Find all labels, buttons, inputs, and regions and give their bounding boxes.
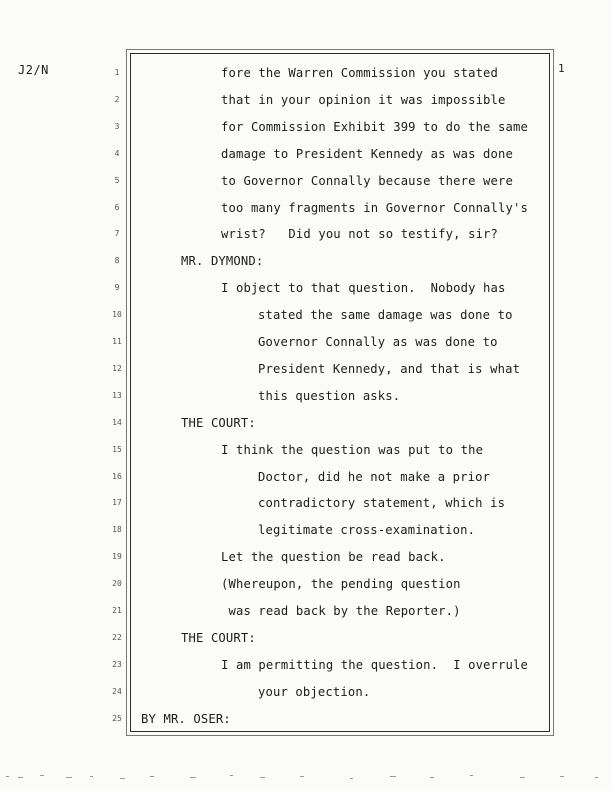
transcript-line: Governor Connally as was done to xyxy=(258,335,498,349)
transcript-line: for Commission Exhibit 399 to do the same xyxy=(221,119,528,134)
line-number: 6 xyxy=(114,202,120,212)
line-number: 11 xyxy=(112,337,122,346)
line-number: 3 xyxy=(114,121,120,131)
line-number: 5 xyxy=(114,175,120,185)
transcript-line: BY MR. OSER: xyxy=(141,711,231,726)
line-number: 4 xyxy=(114,148,120,158)
transcript-line: that in your opinion it was impossible xyxy=(221,92,506,107)
transcript-line: (Whereupon, the pending question xyxy=(221,577,461,592)
line-number: 15 xyxy=(112,444,122,454)
line-number: 21 xyxy=(112,606,122,615)
transcript-line: legitimate cross-examination. xyxy=(258,523,476,538)
transcript-line: damage to President Kennedy as was done xyxy=(221,146,514,161)
transcript-line: too many fragments in Governor Connally's xyxy=(221,200,528,215)
line-number: 22 xyxy=(112,632,122,642)
line-number: 2 xyxy=(114,94,120,104)
line-number: 14 xyxy=(112,417,122,427)
line-number: 17 xyxy=(112,498,122,508)
transcript-line: I think the question was put to the xyxy=(221,442,484,457)
page-id: J2/N xyxy=(18,63,49,77)
line-number: 23 xyxy=(112,659,122,669)
transcript-line: this question asks. xyxy=(258,388,401,403)
scan-noise-strip xyxy=(0,770,612,785)
line-number: 12 xyxy=(112,363,122,373)
line-number: 20 xyxy=(112,579,122,589)
line-number: 25 xyxy=(112,713,122,723)
transcript-line: I object to that question. Nobody has xyxy=(221,281,506,296)
line-number: 16 xyxy=(112,471,122,481)
line-number: 13 xyxy=(112,390,122,400)
line-number: 19 xyxy=(112,552,122,562)
line-number: 9 xyxy=(114,283,120,293)
transcript-line: I am permitting the question. I overrule xyxy=(221,657,528,672)
transcript-line: contradictory statement, which is xyxy=(258,496,506,511)
page-number: 1 xyxy=(558,62,565,75)
transcript-line: to Governor Connally because there were xyxy=(221,173,514,188)
line-number: 1 xyxy=(114,68,120,77)
transcript-line: MR. DYMOND: xyxy=(181,254,264,269)
transcript-line: wrist? Did you not so testify, sir? xyxy=(221,227,499,242)
transcript-line: Let the question be read back. xyxy=(221,550,446,565)
transcript-line: fore the Warren Commission you stated xyxy=(221,66,499,80)
line-number: 7 xyxy=(114,229,120,239)
line-number: 8 xyxy=(114,256,120,266)
transcript-line: President Kennedy, and that is what xyxy=(258,361,521,376)
line-number: 18 xyxy=(112,525,122,535)
transcript-line: was read back by the Reporter.) xyxy=(221,604,461,618)
line-number: 10 xyxy=(112,310,122,320)
transcript-line: THE COURT: xyxy=(181,415,256,430)
line-number: 24 xyxy=(112,686,122,696)
transcript-line: stated the same damage was done to xyxy=(258,308,513,323)
transcript-line: THE COURT: xyxy=(181,630,256,645)
transcript-line: your objection. xyxy=(258,684,371,699)
transcript-line: Doctor, did he not make a prior xyxy=(258,469,491,484)
